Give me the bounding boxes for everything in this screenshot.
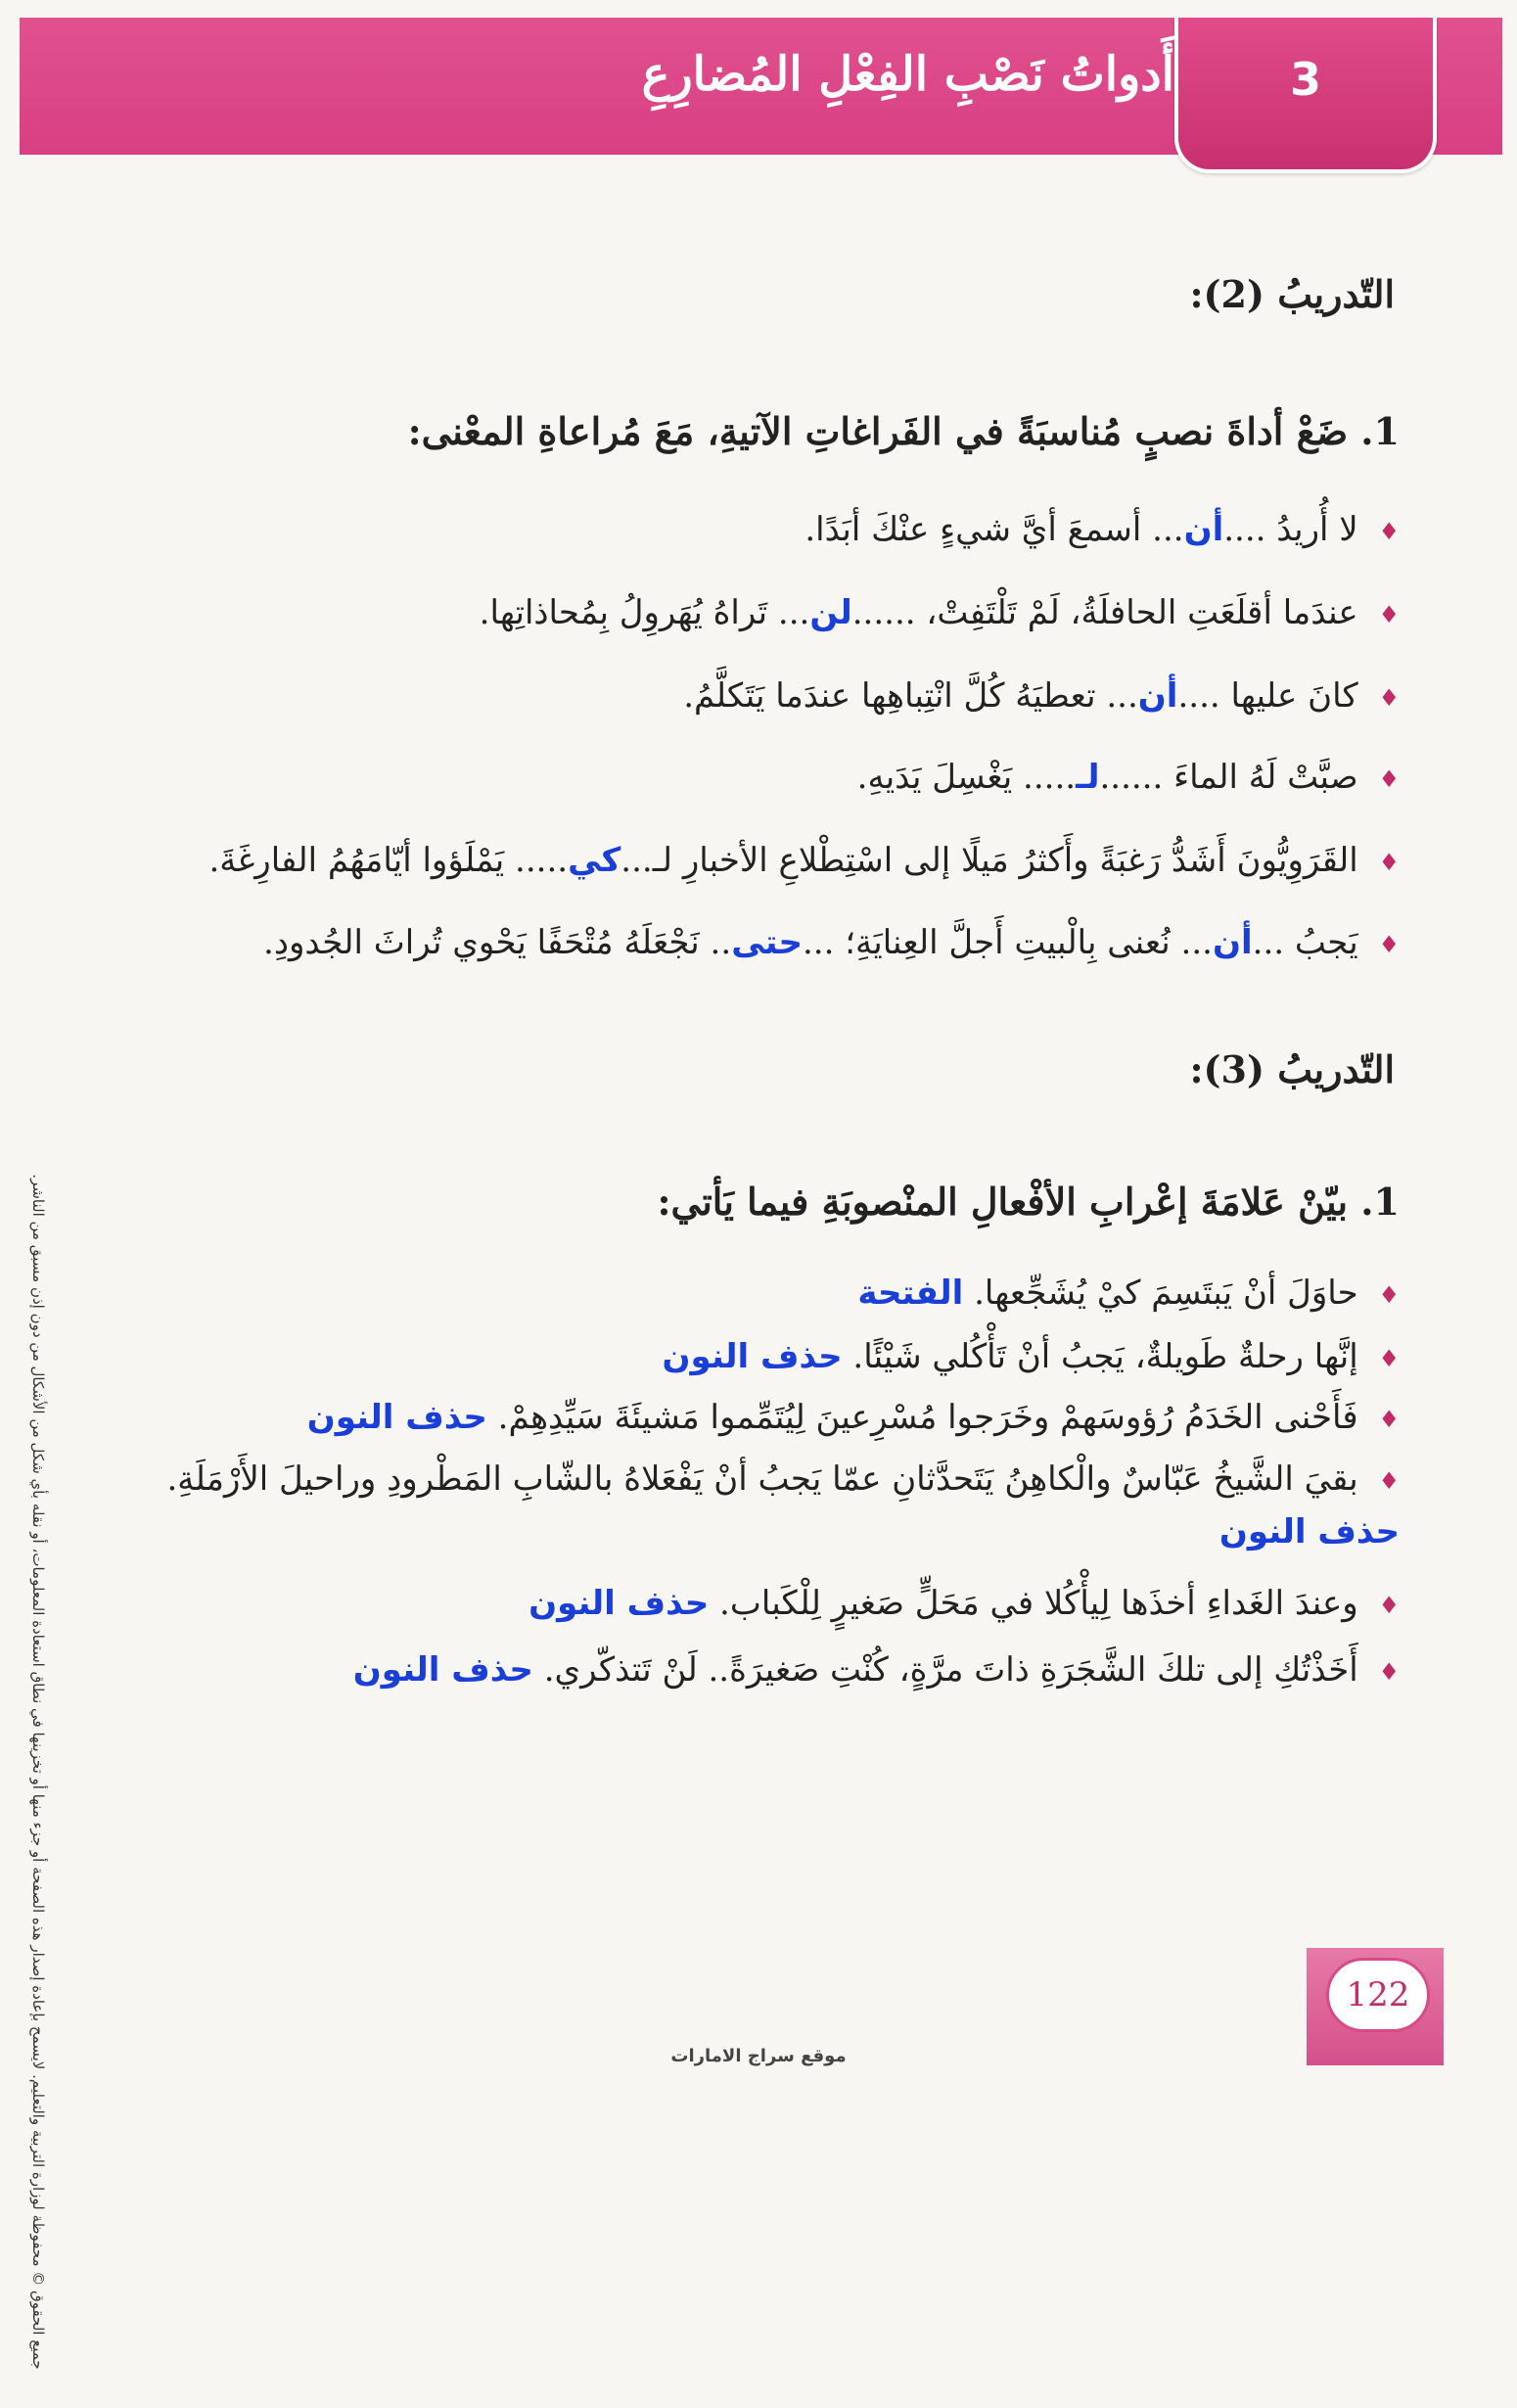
diamond-bullet-icon: ♦ [1378,518,1400,545]
training3-item-3: ♦ فَأَحْنى الخَدَمُ رُؤوسَهمْ وخَرَجوا مُسْرِعينَ لِيُتَمِّموا مَشيئَةَ سَيِّدِهِمْ. حذف النون [306,1398,1400,1437]
answer: حذف النون [306,1398,487,1437]
diamond-bullet-icon: ♦ [1378,849,1400,876]
training2-instruction: 1. ضَعْ أداةَ نصبٍ مُناسبَةً في الفَراغاتِ الآتيةِ، مَعَ مُراعاةِ المعْنى: [407,409,1400,453]
training2-item-1: ♦ لا أُريدُ ....أن... أسمعَ أيَّ شيءٍ عنْكَ أبَدًا. [804,510,1400,549]
diamond-bullet-icon: ♦ [1378,684,1400,712]
diamond-bullet-icon: ♦ [1378,1592,1400,1619]
training2-heading: التّدريبُ (2): [1189,272,1395,316]
answer: حذف النون [529,1584,710,1623]
training3-item-2: ♦ إنَّها رحلةٌ طَويلةٌ، يَجبُ أنْ تَأْكُلي شَيْئًا. حذف النون [662,1337,1400,1376]
training3-instruction: 1. بيّنْ عَلامَةَ إعْرابِ الأفْعالِ المنْصوبَةِ فيما يَأتي: [657,1180,1400,1224]
training3-heading: التّدريبُ (3): [1189,1047,1395,1091]
lesson-title: أَدواتُ نَصْبِ الفِعْلِ المُضارِعِ [641,47,1174,102]
answer: أن [1137,676,1178,716]
training2-item-6: ♦ يَجبُ ...أن... نُعنى بِالْبيتِ أَجلَّ العِنايَةِ؛ ...حتى.. نَجْعَلَهُ مُتْحَفًا يَحْوي تُراثَ الجُدودِ. [263,923,1400,962]
diamond-bullet-icon: ♦ [1378,765,1400,793]
diamond-bullet-icon: ♦ [1378,1281,1400,1309]
answer: لن [809,593,852,632]
training3-item-4: ♦ بقيَ الشَّيخُ عَبّاسٌ والْكاهِنُ يَتَحدَّثانِ عمّا يَجبُ أنْ يَفْعَلاهُ بالشّابِ المَطْرودِ وراحيلَ الأَرْمَلَةِ. حذف النون [166,1459,1400,1551]
answer: لـ [1076,758,1100,797]
answer: أن [1212,923,1253,962]
diamond-bullet-icon: ♦ [1378,1658,1400,1686]
answer: حذف النون [662,1337,843,1376]
lesson-number-badge [1174,18,1437,173]
answer: أن [1183,510,1224,549]
diamond-bullet-icon: ♦ [1378,931,1400,958]
training3-item-6: ♦ أَخَذْتُكِ إلى تلكَ الشَّجَرَةِ ذاتَ مرَّةٍ، كُنْتِ صَغيرَةً.. لَنْ تَتذكّري. حذف النون [352,1650,1400,1690]
answer: حتى [731,923,803,962]
training2-item-3: ♦ كانَ عليها ....أن... تعطيَهُ كُلَّ انْتِباهِها عندَما يَتَكلَّمُ. [683,676,1400,716]
answer: كي [568,841,621,880]
training2-item-2: ♦ عندَما أقلَعَتِ الحافلَةُ، لَمْ تَلْتَفِتْ، ......لن... تَراهُ يُهَروِلُ بِمُحاذاتِها. [479,593,1400,632]
answer: حذف النون [352,1650,533,1690]
training2-item-5: ♦ القَرَوِيُّونَ أَشَدُّ رَغبَةً وأَكثرُ مَيلًا إلى اسْتِطْلاعِ الأخبارِ لـ...كي..... يَمْلَؤوا أيّامَهُمُ الفارِغَةَ. [208,841,1400,880]
diamond-bullet-icon: ♦ [1378,601,1400,628]
diamond-bullet-icon: ♦ [1378,1467,1400,1495]
training3-item-1: ♦ حاوَلَ أنْ يَبتَسِمَ كيْ يُشَجِّعها. الفتحة [857,1273,1400,1313]
answer: حذف النون [1218,1512,1400,1551]
training2-item-4: ♦ صبَّتْ لَهُ الماءَ ......لـ..... يَغْسِلَ يَدَيهِ. [856,758,1400,797]
footer-site-name: موقع سراج الامارات [670,2046,847,2066]
lesson-number: 3 [1289,53,1321,106]
diamond-bullet-icon: ♦ [1378,1406,1400,1433]
page-number: 122 [1326,1958,1430,2032]
copyright-side-note: جميع الحقوق © محفوظة لوزارة التربية والتعليم. لايسمح بإعادة إصدار هذه الصفحة أو جزء منها أو تخزينها في نطاق استعادة المعلومات، أو نقله بأي شكل من الأشكال من دون إذن مسبق من الناشر. [29,1174,47,2370]
diamond-bullet-icon: ♦ [1378,1345,1400,1372]
training3-item-5: ♦ وعندَ الغَداءِ أخذَها لِيأْكُلا في مَحَلٍّ صَغيرٍ لِلْكَباب. حذف النون [529,1584,1400,1623]
answer: الفتحة [857,1273,964,1313]
